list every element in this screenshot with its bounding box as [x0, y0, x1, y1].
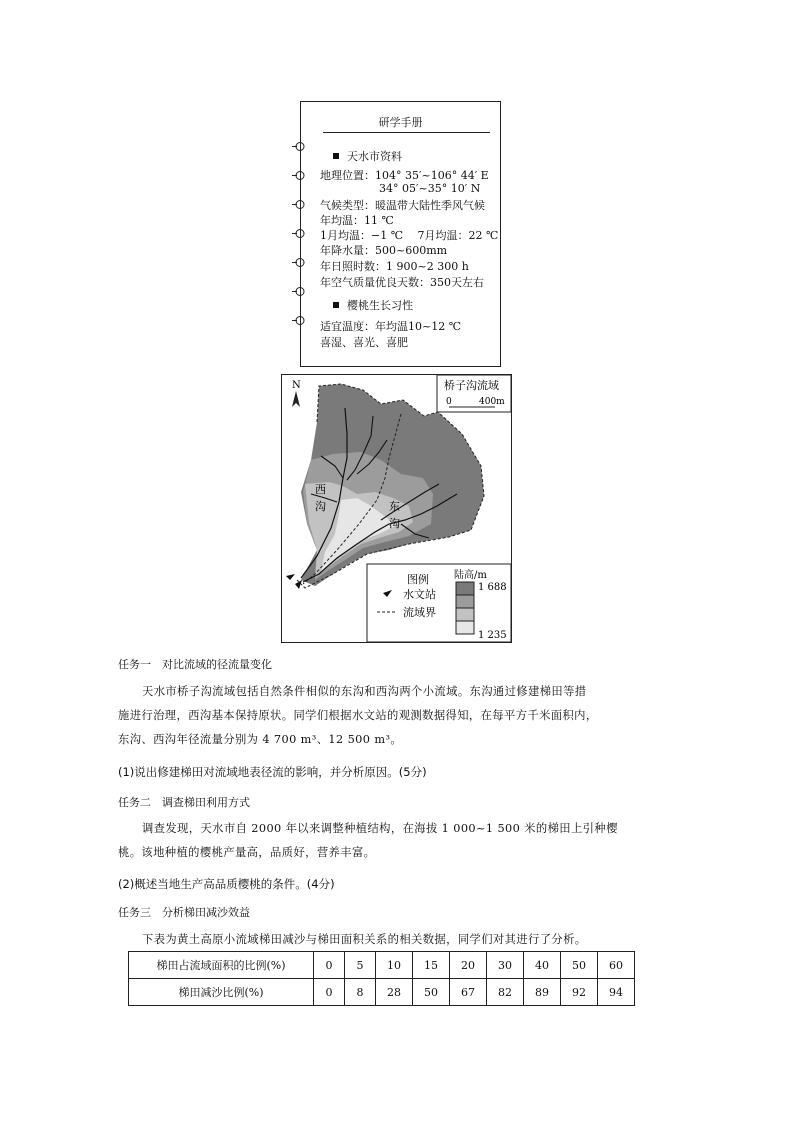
table-cell: 94 [598, 979, 635, 1006]
task-3-paragraph [118, 928, 673, 952]
table-cell: 28 [376, 979, 413, 1006]
section-heading: 樱桃生长习性 [333, 297, 413, 313]
north-label: N [292, 380, 301, 391]
table-cell: 50 [413, 979, 450, 1006]
question-1: (1)说出修建梯田对流域地表径流的影响，并分析原因。(5分) [118, 765, 427, 779]
binder-ring-icon [291, 287, 305, 296]
location-longitude: 地理位置：104° 35′~106° 44′ E [320, 169, 489, 182]
table-cell: 40 [524, 952, 561, 979]
east-gully-label: 东 [389, 500, 400, 513]
climate-type: 气候类型：暖温带大陆性季风气候 [320, 199, 485, 212]
binder-ring-icon [291, 229, 305, 238]
location-latitude: 34° 05′~35° 10′ N [379, 182, 481, 195]
west-gully-label: 沟 [315, 500, 326, 513]
paragraph-line: 天水市桥子沟流域包括自然条件相似的东沟和西沟两个小流域。东沟通过修建梯田等措 [142, 685, 587, 698]
watershed-map [281, 374, 512, 643]
legend-boundary: 流域界 [403, 606, 436, 619]
table-cell: 0 [314, 952, 345, 979]
task-1-heading: 任务一 对比流域的径流量变化 [118, 658, 272, 671]
task-1-paragraph [118, 680, 673, 752]
scale-zero: 0 [446, 397, 452, 407]
task-2-paragraph [118, 817, 673, 865]
binder-ring-icon [291, 200, 305, 209]
cherry-habits: 喜湿、喜光、喜肥 [320, 336, 408, 349]
suitable-temp: 适宜温度：年均温10~12 ℃ [320, 320, 462, 333]
legend-title: 图例 [407, 573, 429, 586]
table-cell: 89 [524, 979, 561, 1006]
table-cell: 10 [376, 952, 413, 979]
sunshine-hours: 年日照时数：1 900~2 300 h [320, 260, 469, 273]
paragraph-line: 东沟、西沟年径流量分别为 4 700 m³、12 500 m³。 [118, 733, 403, 746]
elevation-title: 陆高/m [454, 570, 487, 581]
month-temps: 1月均温：−1 ℃ 7月均温：22 ℃ [320, 229, 499, 242]
square-bullet-icon [333, 153, 339, 159]
table-cell: 5 [345, 952, 376, 979]
title-divider [323, 132, 490, 133]
table-cell: 92 [561, 979, 598, 1006]
terrace-sediment-table [128, 951, 635, 1006]
paragraph-line: 施进行治理，西沟基本保持原状。同学们根据水文站的观测数据得知，在每平方千米面积内， [118, 709, 598, 722]
table-cell: 0 [314, 979, 345, 1006]
task-3-heading: 任务三 分析梯田减沙效益 [118, 906, 250, 919]
elevation-swatch [456, 608, 474, 621]
row-header: 梯田占流域面积的比例(%) [129, 952, 314, 979]
square-bullet-icon [333, 302, 339, 308]
row-header: 梯田减沙比例(%) [129, 979, 314, 1006]
question-2: (2)概述当地生产高品质樱桃的条件。(4分) [118, 877, 335, 891]
annual-temp: 年均温：11 ℃ [320, 214, 394, 227]
table-row [129, 979, 635, 1006]
handbook-title: 研学手册 [378, 116, 423, 129]
map-title: 桥子沟流域 [444, 379, 499, 392]
research-handbook-card [300, 101, 501, 367]
air-quality-days: 年空气质量优良天数：350天左右 [320, 276, 484, 289]
annual-precip: 年降水量：500~600mm [320, 244, 448, 257]
table-cell: 8 [345, 979, 376, 1006]
table-cell: 60 [598, 952, 635, 979]
elevation-swatch [456, 582, 474, 595]
table-row [129, 952, 635, 979]
west-gully-label: 西 [315, 483, 326, 496]
binder-ring-icon [291, 142, 305, 151]
paragraph-line: 下表为黄土高原小流域梯田减沙与梯田面积关系的相关数据，同学们对其进行了分析。 [142, 933, 587, 946]
table-cell: 20 [450, 952, 487, 979]
binder-ring-icon [291, 258, 305, 267]
east-gully-label: 沟 [389, 517, 400, 530]
binder-ring-icon [291, 171, 305, 180]
task-2-heading: 任务二 调查梯田利用方式 [118, 796, 250, 809]
legend-station: 水文站 [403, 588, 436, 601]
table-cell: 50 [561, 952, 598, 979]
elevation-min: 1 235 [478, 630, 507, 641]
elevation-swatch [456, 595, 474, 608]
section-heading: 天水市资料 [333, 148, 402, 164]
scale-distance: 400m [479, 397, 505, 407]
table-cell: 15 [413, 952, 450, 979]
paragraph-line: 调查发现，天水市自 2000 年以来调整种植结构，在海拔 1 000~1 500 米的梯田上引种樱 [142, 822, 618, 835]
binder-ring-icon [291, 316, 305, 325]
table-cell: 67 [450, 979, 487, 1006]
table-cell: 30 [487, 952, 524, 979]
table-cell: 82 [487, 979, 524, 1006]
paragraph-line: 桃。该地种植的樱桃产量高，品质好，营养丰富。 [118, 846, 376, 859]
elevation-max: 1 688 [478, 582, 507, 593]
elevation-swatch [456, 621, 474, 634]
